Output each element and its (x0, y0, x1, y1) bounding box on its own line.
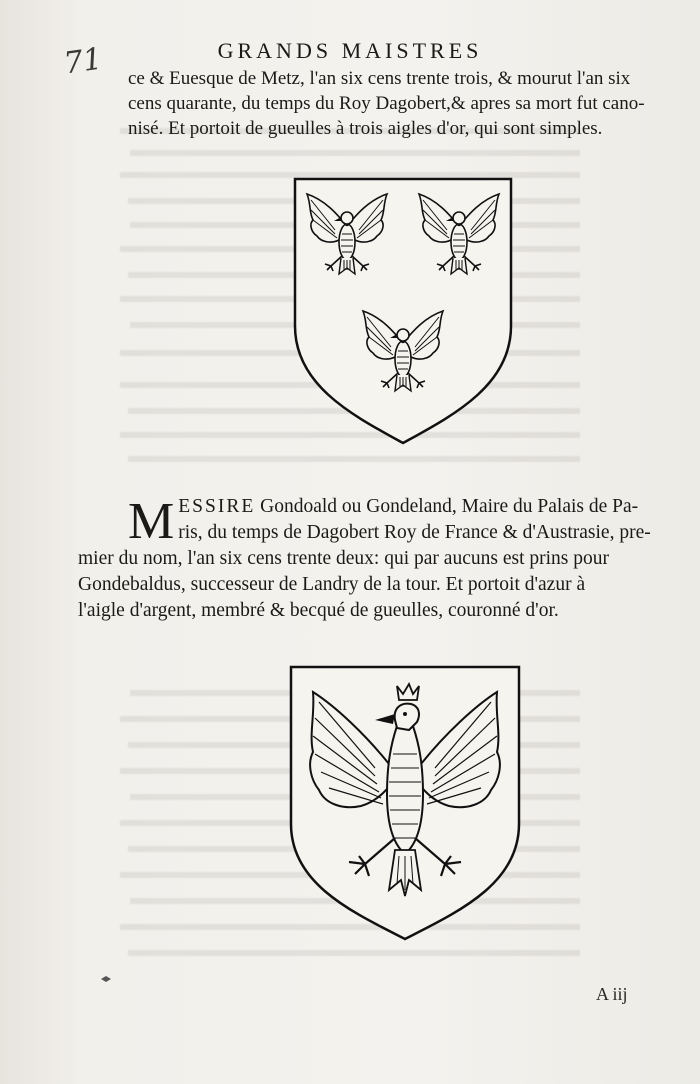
signature-mark: A iij (596, 984, 628, 1004)
paragraph-1-line: ce & Euesque de Metz, l'an six cens trente trois, & mourut l'an six (128, 68, 631, 89)
folio-number: 71 (61, 41, 105, 82)
paragraph-1 (128, 66, 645, 141)
paragraph-2 (78, 493, 651, 624)
paragraph-2-line-text: Gondoald ou Gondeland, Maire du Palais de Pa- (260, 496, 639, 517)
paragraph-2-line: ris, du temps de Dagobert Roy de France & d'Austrasie, pre- (178, 522, 651, 543)
lead-word: ESSIRE (178, 496, 256, 517)
paragraph-2-line: mier du nom, l'an six cens trente deux: qui par aucuns est prins pour (78, 548, 609, 569)
paragraph-1-line: nisé. Et portoit de gueulles à trois aigles d'or, qui sont simples. (128, 118, 603, 139)
drop-cap: M (128, 493, 175, 550)
running-header: GRANDS MAISTRES (217, 38, 483, 63)
coat-of-arms-crowned-eagle (288, 664, 522, 942)
paragraph-1-line: cens quarante, du temps du Roy Dagobert,& apres sa mort fut cano- (128, 93, 645, 114)
ink-mark (100, 974, 112, 984)
coat-of-arms-three-eagles (292, 176, 514, 446)
paragraph-2-line: Gondebaldus, successeur de Landry de la tour. Et portoit d'azur à (78, 574, 586, 595)
paragraph-2-line: l'aigle d'argent, membré & becqué de gueulles, couronné d'or. (78, 600, 559, 621)
paragraph-2-line (128, 494, 639, 520)
